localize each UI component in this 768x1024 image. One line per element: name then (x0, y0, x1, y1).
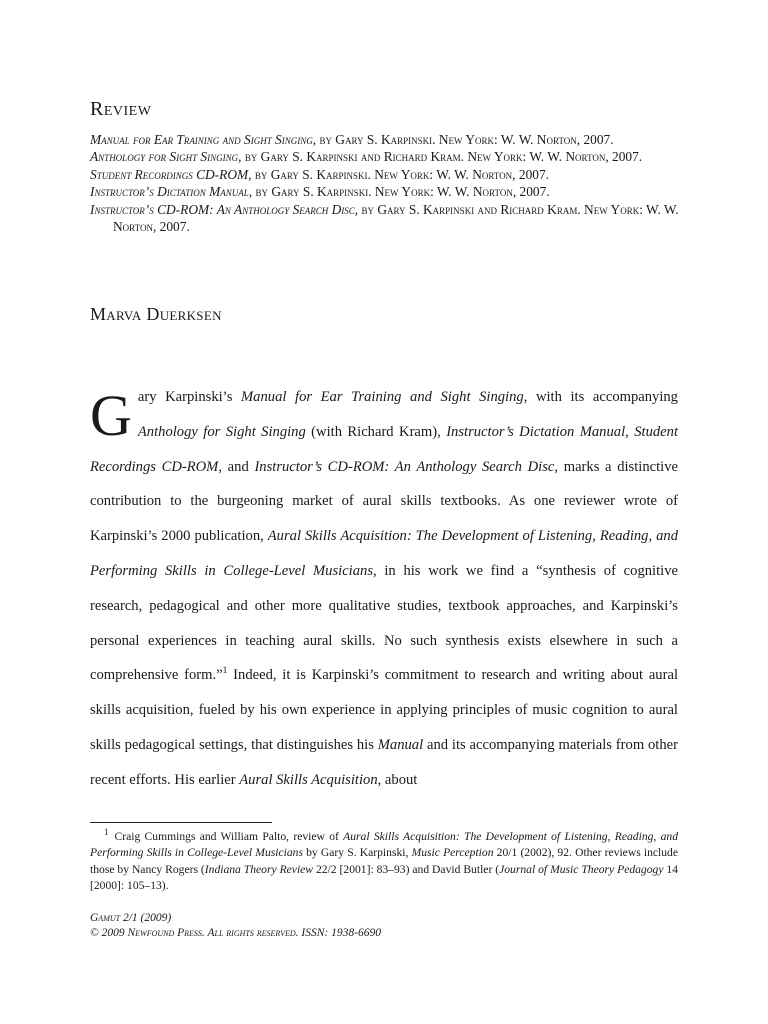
text-run: 20/1 (2002), 92. Other reviews include those by Nancy Rogers ( (90, 846, 679, 876)
italic-title: Instructor’s Dictation Manual (446, 423, 626, 440)
italic-title: Anthology for Sight Singing (137, 423, 306, 440)
book-title: Manual for Ear Training and Sight Singing (90, 132, 313, 147)
text-run: and its accompanying materials from other recent efforts. His earlier (90, 736, 678, 788)
publication-details: , by Gary S. Karpinski. New York: W. W. Norton, 2007. (312, 132, 614, 147)
text-run: , with its accompanying (523, 389, 678, 405)
journal-issue: Gamut 2/1 (2009) (90, 912, 172, 924)
drop-cap: G (90, 383, 132, 448)
publication-details: , by Gary S. Karpinski and Richard Kram. New York: W. W. Norton, 2007. (113, 201, 679, 235)
publication-details: , by Gary S. Karpinski. New York: W. W. Norton, 2007. (248, 184, 550, 200)
body-paragraph (90, 380, 678, 798)
bibliography-entry (90, 148, 690, 165)
text-run: (with Richard Kram), (305, 423, 447, 440)
bibliography (90, 131, 690, 235)
italic-title: Indiana Theory Review (204, 862, 314, 876)
footnote-marker: 1 (104, 827, 109, 838)
italic-title: Aural Skills Acquisition (239, 771, 378, 788)
text-run: by Gary S. Karpinski, (302, 846, 412, 860)
footnote (90, 829, 678, 895)
text-run: 22/2 [2001]: 83–93) and David Butler ( (313, 862, 500, 876)
text-run: , about (377, 771, 418, 788)
text-run: Indeed, it is Karpinski’s commitment to research and writing about aural skills acquisition, fueled by his own experience in applying principles of music cognition to aural skills pedagogical settings, that distinguishes his (90, 667, 678, 753)
book-title: Instructor’s Dictation Manual (90, 184, 249, 200)
author-name: Marva Duerksen (90, 304, 222, 324)
text-run: , marks a distinctive contribution to the burgeoning market of aural skills textbooks. As one reviewer wrote of Karpinski’s 2000 publication, (90, 458, 678, 545)
footnote-reference[interactable]: 1 (222, 666, 228, 677)
text-run: Craig Cummings and William Palto, review of (114, 830, 344, 843)
bibliography-entry (90, 183, 690, 200)
book-title: Student Recordings CD-ROM (90, 166, 249, 182)
publication-details: , by Gary S. Karpinski. New York: W. W. Norton, 2007. (248, 166, 550, 182)
copyright-line: © 2009 Newfound Press. All rights reserved. ISSN: 1938-6690 (90, 927, 381, 939)
publication-details: , by Gary S. Karpinski and Richard Kram. New York: W. W. Norton, 2007. (238, 149, 643, 165)
text-run: , and (218, 458, 255, 475)
bibliography-entry (90, 201, 690, 236)
text-run: , (625, 423, 635, 440)
bibliography-entry (90, 166, 690, 183)
book-title: Anthology for Sight Singing (90, 149, 239, 165)
italic-title: Manual for Ear Training and Sight Singing (241, 389, 524, 405)
italic-title: Instructor’s CD-ROM: An Anthology Search Disc (254, 458, 555, 475)
footnote-divider (90, 822, 272, 823)
italic-title: Student Recordings CD-ROM (90, 423, 678, 475)
bibliography-entry (90, 131, 690, 148)
text-run: ary Karpinski’s (137, 389, 242, 405)
italic-title: Aural Skills Acquisition: The Development of Listening, Reading, and Performing Skills in College-Level Musicians (90, 830, 678, 860)
italic-title: Aural Skills Acquisition: The Development of Listening, Reading, and Performing Skills in College-Level Musicians (90, 528, 679, 579)
italic-title: Manual (377, 736, 424, 753)
italic-title: Music Perception (411, 846, 494, 860)
text-run: , in his work we find a “synthesis of cognitive research, pedagogical and other more qualitative studies, textbook approaches, and Karpinski’s personal experiences in teaching aural skills. No such synthesis exists elsewhere in such a comprehensive form.” (90, 562, 678, 684)
book-title: Instructor’s CD-ROM: An Anthology Search Disc (90, 201, 355, 217)
journal-footer (90, 911, 381, 941)
italic-title: Journal of Music Theory Pedagogy (499, 862, 664, 876)
text-run: 14 [2000]: 105–13). (90, 862, 679, 893)
section-title: Review (90, 98, 152, 120)
